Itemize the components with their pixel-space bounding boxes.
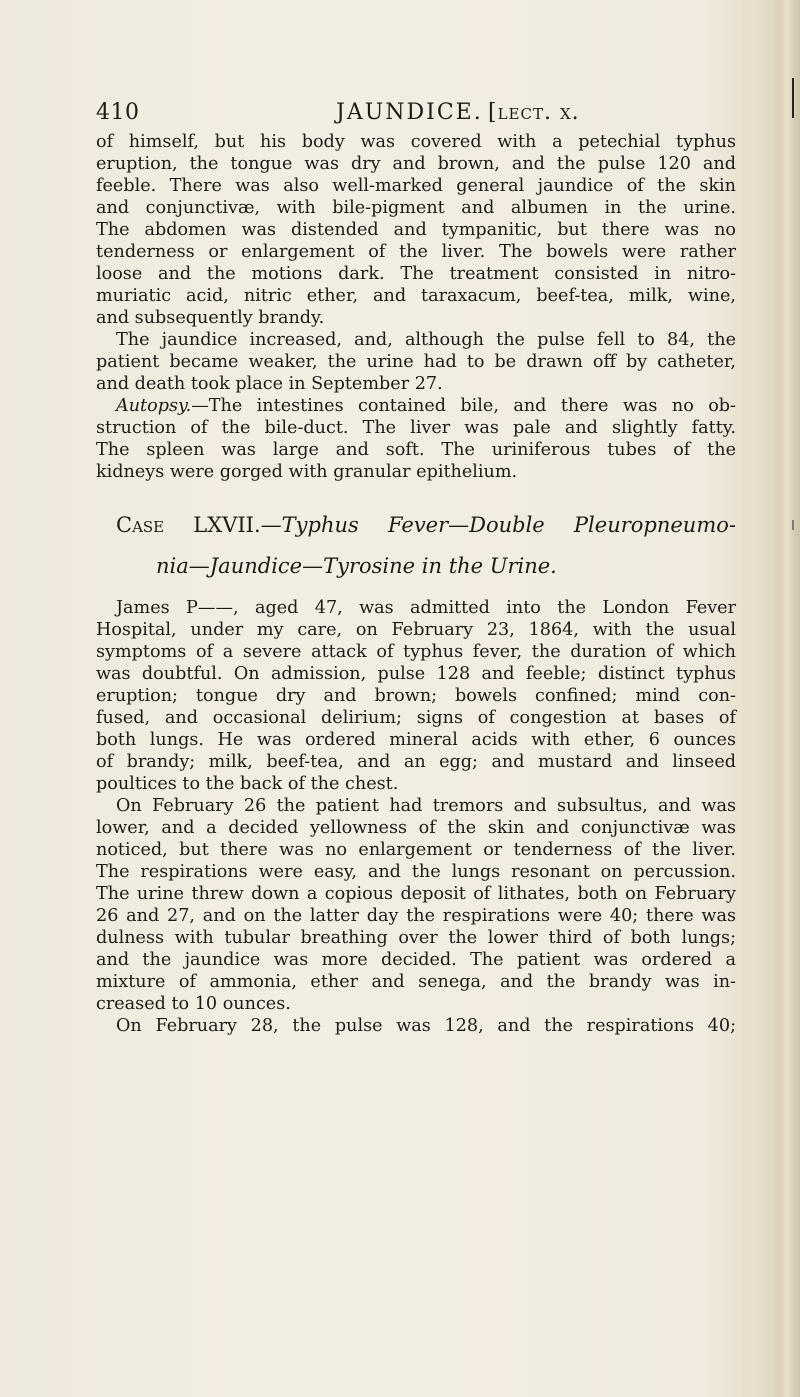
text-line: eruption; tongue dry and brown; bowels confined; mind con- [96, 686, 736, 706]
text-line: The urine threw down a copious deposit of lithates, both on February [96, 884, 736, 904]
text-line: both lungs. He was ordered mineral acids with ether, 6 ounces [96, 730, 736, 750]
text-line: The respirations were easy, and the lungs resonant on percussion. [96, 862, 736, 882]
autopsy-line [116, 395, 736, 417]
page-edge [772, 0, 800, 1397]
text-line: patient became weaker, the urine had to be drawn off by catheter, [96, 352, 736, 372]
running-title: JAUNDICE. [336, 100, 483, 125]
case-label: Case LXVII. [116, 513, 261, 537]
text-line: The spleen was large and soft. The uriniferous tubes of the [96, 440, 736, 460]
case-heading [116, 511, 736, 539]
text-line: struction of the bile-duct. The liver was pale and slightly fatty. [96, 418, 736, 438]
text-line: feeble. There was also well-marked general jaundice of the skin [96, 176, 736, 196]
text-line: tenderness or enlargement of the liver. The bowels were rather [96, 242, 736, 262]
text-line: and the jaundice was more decided. The patient was ordered a [96, 950, 736, 970]
text-line: muriatic acid, nitric ether, and taraxacum, beef-tea, milk, wine, [96, 286, 736, 306]
text-line: The jaundice increased, and, although the pulse fell to 84, the [116, 330, 736, 350]
text-line: kidneys were gorged with granular epithelium. [96, 462, 518, 482]
text-line: and death took place in September 27. [96, 374, 443, 394]
text-line: eruption, the tongue was dry and brown, and the pulse 120 and [96, 154, 736, 174]
text-line: lower, and a decided yellowness of the skin and conjunctivæ was [96, 818, 736, 838]
running-header [96, 100, 696, 130]
edge-mark [792, 78, 794, 118]
text-line: noticed, but there was no enlargement or tenderness of the liver. [96, 840, 736, 860]
text-line: of himself, but his body was covered with a petechial typhus [96, 132, 736, 152]
text-line: creased to 10 ounces. [96, 994, 291, 1014]
edge-mark [792, 520, 794, 530]
autopsy-label: Autopsy. [116, 396, 192, 416]
text-line: mixture of ammonia, ether and senega, and the brandy was in- [96, 972, 736, 992]
text-line: On February 28, the pulse was 128, and the respirations 40; [116, 1016, 736, 1036]
lecture-reference: [lect. x. [488, 100, 580, 125]
text-line: James P——, aged 47, was admitted into the London Fever [116, 598, 736, 618]
text-line: and subsequently brandy. [96, 308, 325, 328]
autopsy-text: —The intestines contained bile, and there was no ob- [191, 396, 736, 416]
text-line: On February 26 the patient had tremors and subsultus, and was [116, 796, 736, 816]
text-line: dulness with tubular breathing over the lower third of both lungs; [96, 928, 736, 948]
text-line: The abdomen was distended and tympanitic, but there was no [96, 220, 736, 240]
text-line: Hospital, under my care, on February 23, 1864, with the usual [96, 620, 736, 640]
case-title-continued: nia—Jaundice—Tyrosine in the Urine. [156, 554, 557, 578]
text-line: of brandy; milk, beef-tea, and an egg; and mustard and linseed [96, 752, 736, 772]
text-line: 26 and 27, and on the latter day the respirations were 40; there was [96, 906, 736, 926]
text-line: was doubtful. On admission, pulse 128 and feeble; distinct typhus [96, 664, 736, 684]
case-title: —Typhus Fever—Double Pleuropneumo- [260, 513, 736, 537]
page-number: 410 [96, 100, 140, 125]
text-line: poultices to the back of the chest. [96, 774, 399, 794]
text-line: symptoms of a severe attack of typhus fever, the duration of which [96, 642, 736, 662]
text-line: and conjunctivæ, with bile-pigment and albumen in the urine. [96, 198, 736, 218]
text-line: loose and the motions dark. The treatment consisted in nitro- [96, 264, 736, 284]
text-line: fused, and occasional delirium; signs of congestion at bases of [96, 708, 736, 728]
